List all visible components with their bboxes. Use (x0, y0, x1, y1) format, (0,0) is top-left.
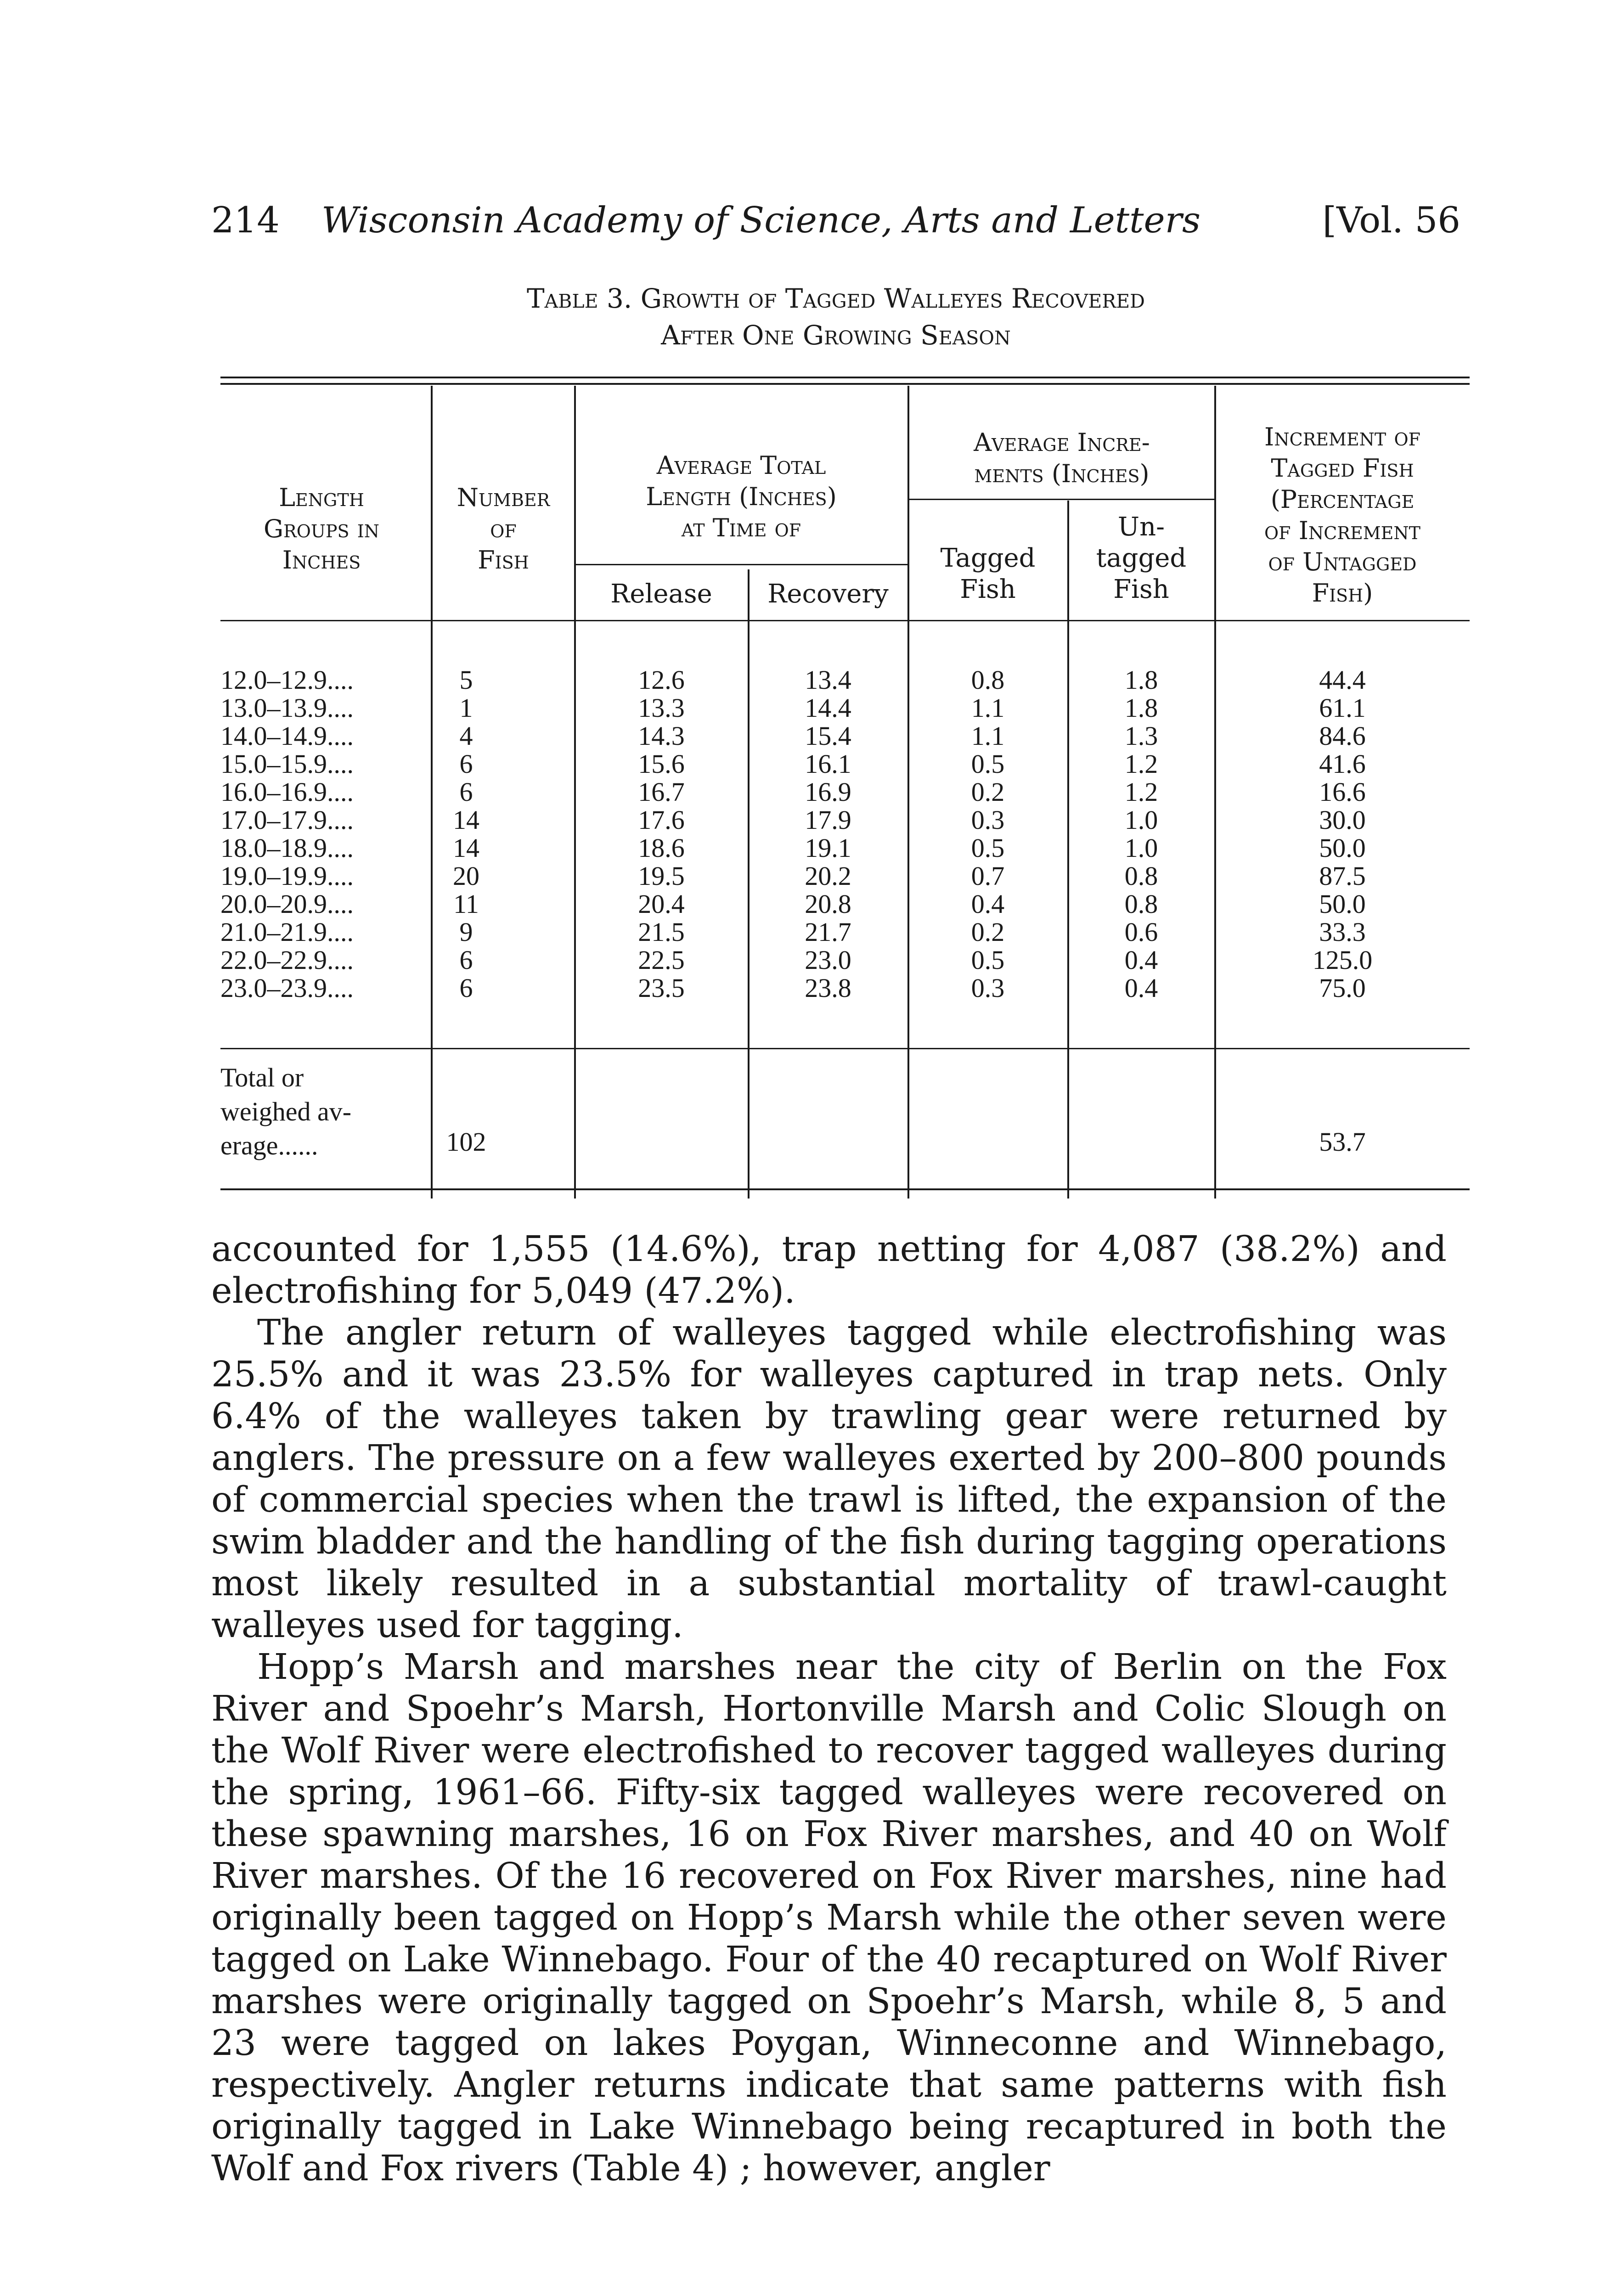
header-line: Length (279, 483, 364, 512)
table-cell-pct: 33.3 (1319, 917, 1366, 947)
table-cell-tagged: 0.5 (971, 833, 1005, 863)
header-line: Number (456, 483, 550, 512)
header-line: of Untagged (1268, 547, 1417, 576)
table-cell-release: 12.6 (638, 665, 685, 695)
header-line: of (490, 514, 517, 543)
table-cell-pct: 50.0 (1319, 889, 1366, 919)
table-cell-group: 21.0–21.9.... (220, 917, 354, 947)
table-cell-pct: 84.6 (1319, 721, 1366, 751)
header-line: Tagged (940, 543, 1036, 573)
table-cell-untagged: 1.0 (1124, 805, 1158, 835)
total-increment-pct: 53.7 (1319, 1127, 1366, 1157)
table-cell-number: 6 (459, 945, 473, 975)
total-rule (220, 1048, 1470, 1049)
header-line: at Time of (681, 513, 801, 542)
header-line: Average Incre- (974, 428, 1150, 457)
table-cell-recovery: 15.4 (805, 721, 851, 751)
table-cell-release: 23.5 (638, 973, 685, 1003)
header-tagged-fish (908, 543, 1067, 605)
table-cell-pct: 87.5 (1319, 861, 1366, 891)
total-number: 102 (446, 1127, 486, 1157)
table-cell-group: 20.0–20.9.... (220, 889, 354, 919)
table-cell-recovery: 21.7 (805, 917, 851, 947)
table-cell-recovery: 20.2 (805, 861, 851, 891)
column-increment-pct (1215, 666, 1470, 1002)
header-avg-total-length (575, 450, 907, 544)
table-cell-release: 18.6 (638, 833, 685, 863)
table-cell-untagged: 0.8 (1124, 861, 1158, 891)
table-cell-group: 18.0–18.9.... (220, 833, 354, 863)
table-cell-recovery: 13.4 (805, 665, 851, 695)
table-cell-untagged: 1.3 (1124, 721, 1158, 751)
table-cell-number: 11 (453, 889, 479, 919)
page-number: 214 (211, 200, 280, 241)
journal-title: Wisconsin Academy of Science, Arts and Letters (321, 200, 1200, 241)
header-subrule (907, 499, 1215, 500)
table-cell-untagged: 0.8 (1124, 889, 1158, 919)
header-line: Un- (1117, 512, 1165, 542)
paragraph: The angler return of walleyes tagged while electrofishing was 25.5% and it was 23.5% for walleyes captured in trap nets. Only 6.4% of the walleyes taken by trawling gear were returned by anglers. The pressure on a few walleyes exerted by 200–800 pounds of commercial species when the trawl is lifted, the expansion of the swim bladder and the handling of the fish during tagging operations most likely resulted in a substantial mortality of trawl-caught walleyes used for tagging. (211, 1312, 1447, 1646)
header-line: Average Total (656, 451, 826, 480)
table-cell-pct: 50.0 (1319, 833, 1366, 863)
table-cell-untagged: 0.4 (1124, 945, 1158, 975)
table-cell-recovery: 16.9 (805, 777, 851, 807)
table-cell-group: 16.0–16.9.... (220, 777, 354, 807)
header-line: Fish) (1312, 579, 1373, 608)
table-cell-recovery: 14.4 (805, 693, 851, 723)
table-cell-group: 22.0–22.9.... (220, 945, 354, 975)
table-cell-recovery: 16.1 (805, 749, 851, 779)
table-cell-tagged: 0.2 (971, 917, 1005, 947)
table-caption (211, 280, 1460, 354)
caption-line-1: Table 3. Growth of Tagged Walleyes Recovered (526, 283, 1145, 314)
caption-line-2: After One Growing Season (661, 320, 1011, 351)
table-cell-release: 14.3 (638, 721, 685, 751)
table-cell-recovery: 23.8 (805, 973, 851, 1003)
header-avg-increments (908, 427, 1215, 490)
header-bottom-rule (220, 620, 1470, 621)
header-line: of Increment (1264, 516, 1420, 545)
table-cell-pct: 30.0 (1319, 805, 1366, 835)
body-text (211, 1228, 1447, 2189)
table-cell-release: 16.7 (638, 777, 685, 807)
table-cell-release: 13.3 (638, 693, 685, 723)
header-line: Length (Inches) (646, 482, 837, 511)
table-cell-release: 15.6 (638, 749, 685, 779)
table-cell-untagged: 0.6 (1124, 917, 1158, 947)
table-cell-group: 17.0–17.9.... (220, 805, 354, 835)
table-cell-recovery: 19.1 (805, 833, 851, 863)
table-cell-group: 23.0–23.9.... (220, 973, 354, 1003)
table-top-rule-2 (220, 383, 1470, 385)
table-cell-tagged: 0.5 (971, 749, 1005, 779)
table-cell-tagged: 0.8 (971, 665, 1005, 695)
total-label (220, 1061, 413, 1163)
table-cell-tagged: 0.3 (971, 973, 1005, 1003)
column-untagged (1068, 666, 1214, 1002)
table-cell-release: 17.6 (638, 805, 685, 835)
column-length-group (220, 666, 427, 1002)
table-cell-tagged: 0.7 (971, 861, 1005, 891)
table-cell-number: 4 (459, 721, 473, 751)
table-cell-untagged: 1.8 (1124, 693, 1158, 723)
header-line: Groups in (264, 514, 379, 543)
running-header (211, 193, 1460, 248)
table-cell-untagged: 1.0 (1124, 833, 1158, 863)
table-cell-release: 19.5 (638, 861, 685, 891)
column-release (575, 666, 748, 1002)
table-cell-untagged: 1.8 (1124, 665, 1158, 695)
paragraph: Hopp’s Marsh and marshes near the city of Berlin on the Fox River and Spoehr’s Marsh, Hortonville Marsh and Colic Slough on the Wolf River were electrofished to recover tagged walleyes during the spring, 1961–66. Fifty-six tagged walleyes were recovered on these spawning marshes, 16 on Fox River marshes, and 40 on Wolf River marshes. Of the 16 recovered on Fox River marshes, nine had originally been tagged on Hopp’s Marsh while the other seven were tagged on Lake Winnebago. Four of the 40 recaptured on Wolf River marshes were originally tagged on Spoehr’s Marsh, while 8, 5 and 23 were tagged on lakes Poygan, Winneconne and Winnebago, respectively. Angler returns indicate that same patterns with fish originally tagged in Lake Winnebago being recaptured in both the Wolf and Fox rivers (Table 4) ; however, angler (211, 1647, 1447, 2189)
table-top-rule (220, 377, 1470, 378)
table-cell-tagged: 0.2 (971, 777, 1005, 807)
table-cell-untagged: 1.2 (1124, 777, 1158, 807)
header-number-of-fish (432, 482, 575, 576)
table-cell-pct: 125.0 (1312, 945, 1373, 975)
table-cell-untagged: 0.4 (1124, 973, 1158, 1003)
column-recovery (749, 666, 907, 1002)
table-cell-number: 9 (459, 917, 473, 947)
table-cell-pct: 44.4 (1319, 665, 1366, 695)
table-cell-group: 13.0–13.9.... (220, 693, 354, 723)
table-cell-tagged: 0.3 (971, 805, 1005, 835)
total-label-line: Total or (220, 1063, 304, 1092)
table-cell-release: 22.5 (638, 945, 685, 975)
header-increment-pct (1215, 422, 1470, 609)
growth-table (211, 377, 1470, 1199)
header-line: Inches (282, 546, 361, 574)
table-cell-number: 1 (459, 693, 473, 723)
header-line: Tagged Fish (1271, 454, 1414, 483)
table-cell-untagged: 1.2 (1124, 749, 1158, 779)
table-cell-group: 19.0–19.9.... (220, 861, 354, 891)
header-length-groups (220, 482, 423, 576)
header-line: Fish (960, 574, 1016, 604)
header-release: Release (610, 579, 712, 609)
header-line: tagged (1096, 543, 1187, 573)
table-cell-number: 6 (459, 749, 473, 779)
table-cell-tagged: 1.1 (971, 721, 1005, 751)
header-line: ments (Inches) (974, 459, 1150, 488)
header-line: (Percentage (1270, 485, 1414, 514)
header-line: Fish (1113, 574, 1169, 604)
table-cell-tagged: 0.4 (971, 889, 1005, 919)
table-cell-recovery: 23.0 (805, 945, 851, 975)
table-cell-tagged: 0.5 (971, 945, 1005, 975)
table-bottom-rule (220, 1188, 1470, 1190)
header-recovery: Recovery (767, 579, 889, 609)
table-cell-number: 14 (453, 833, 479, 863)
header-subrule (574, 564, 908, 565)
table-cell-group: 15.0–15.9.... (220, 749, 354, 779)
table-cell-release: 21.5 (638, 917, 685, 947)
table-cell-pct: 61.1 (1319, 693, 1366, 723)
header-untagged-fish (1068, 512, 1214, 605)
volume-label: [Vol. 56 (1322, 200, 1460, 241)
table-cell-recovery: 17.9 (805, 805, 851, 835)
table-cell-release: 20.4 (638, 889, 685, 919)
paragraph: accounted for 1,555 (14.6%), trap netting for 4,087 (38.2%) and electrofishing for 5,049 (47.2%). (211, 1229, 1447, 1311)
column-number (432, 666, 501, 1002)
table-cell-number: 6 (459, 973, 473, 1003)
table-cell-number: 14 (453, 805, 479, 835)
table-cell-tagged: 1.1 (971, 693, 1005, 723)
table-cell-group: 12.0–12.9.... (220, 665, 354, 695)
total-label-line: weighed av- (220, 1097, 352, 1126)
table-cell-number: 20 (453, 861, 479, 891)
table-cell-group: 14.0–14.9.... (220, 721, 354, 751)
total-label-line: erage...... (220, 1131, 318, 1160)
table-cell-pct: 75.0 (1319, 973, 1366, 1003)
table-cell-pct: 41.6 (1319, 749, 1366, 779)
table-cell-pct: 16.6 (1319, 777, 1366, 807)
table-cell-number: 5 (459, 665, 473, 695)
table-cell-recovery: 20.8 (805, 889, 851, 919)
column-tagged (908, 666, 1067, 1002)
table-cell-number: 6 (459, 777, 473, 807)
header-line: Increment of (1264, 422, 1420, 451)
header-line: Fish (478, 546, 529, 574)
